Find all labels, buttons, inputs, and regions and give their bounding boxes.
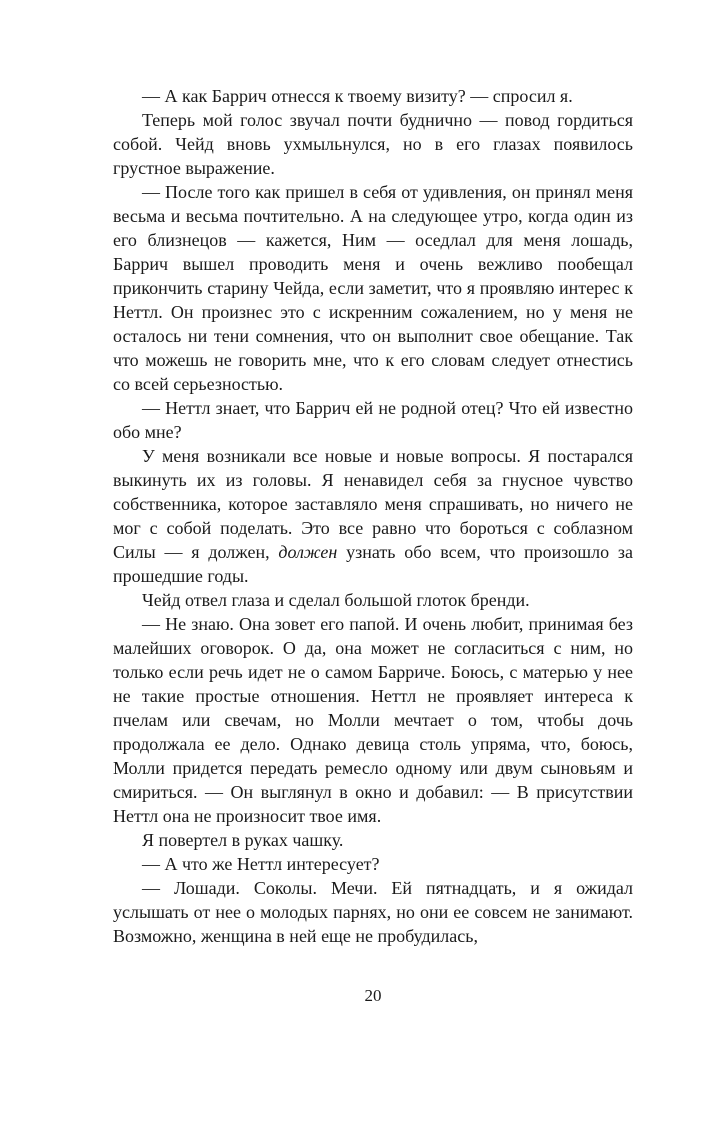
paragraph-5 xyxy=(113,444,633,588)
paragraph-8: Я повертел в руках чашку. xyxy=(142,830,344,850)
paragraph-2: Теперь мой голос звучал почти буднично — повод гордиться собой. Чейд вновь ухмыльнулся, но в его глазах появилось грустное выражение. xyxy=(113,110,633,178)
page-text xyxy=(113,84,633,948)
page-number: 20 xyxy=(364,986,382,1005)
paragraph-6: Чейд отвел глаза и сделал большой глоток бренди. xyxy=(142,590,530,610)
paragraph-5-emphasis: должен xyxy=(278,542,338,562)
paragraph-7: — Не знаю. Она зовет его папой. И очень любит, принимая без малейших оговорок. О да, она может не согласиться с ним, но только если речь идет не о самом Барриче. Боюсь, с матерью у нее не такие простые отношения. Неттл не проявляет интереса к пчелам или свечам, но Молли мечтает о том, чтобы дочь продолжала ее дело. Однако девица столь упряма, что, боюсь, Молли придется передать ремесло одному или двум сыновьям и смириться. — Он выглянул в окно и добавил: — В присутствии Неттл она не произносит твое имя. xyxy=(113,614,633,826)
paragraph-4: — Неттл знает, что Баррич ей не родной отец? Что ей известно обо мне? xyxy=(113,398,633,442)
paragraph-9: — А что же Неттл интересует? xyxy=(142,854,380,874)
paragraph-3: — После того как пришел в себя от удивления, он принял меня весьма и весьма почтительно. А на следующее утро, когда один из его близнецов — кажется, Ним — оседлал для меня лошадь, Баррич вышел проводить меня и очень вежливо пообещал прикончить старину Чейда, если заметит, что я проявляю интерес к Неттл. Он произнес это с искренним сожалением, но у меня не осталось ни тени сомнения, что он выполнит свое обещание. Так что можешь не говорить мне, что к его словам следует отнестись со всей серьезностью. xyxy=(113,182,633,394)
paragraph-5-text: У меня возникали все новые и новые вопросы. Я постарался выкинуть их из головы. Я ненавидел себя за гнусное чувство собственника, которое заставляло меня спрашивать, но ничего не мог с собой поделать. Это все равно что бороться с соблазном Силы — я должен, xyxy=(113,446,633,562)
paragraph-5-text-end: узнать обо всем, что произошло за прошедшие годы. xyxy=(113,542,633,586)
paragraph-10: — Лошади. Соколы. Мечи. Ей пятнадцать, и я ожидал услышать от нее о молодых парнях, но они ее совсем не занимают. Возможно, женщина в ней еще не пробудилась, xyxy=(113,878,633,946)
paragraph-1: — А как Баррич отнесся к твоему визиту? — спросил я. xyxy=(142,86,573,106)
